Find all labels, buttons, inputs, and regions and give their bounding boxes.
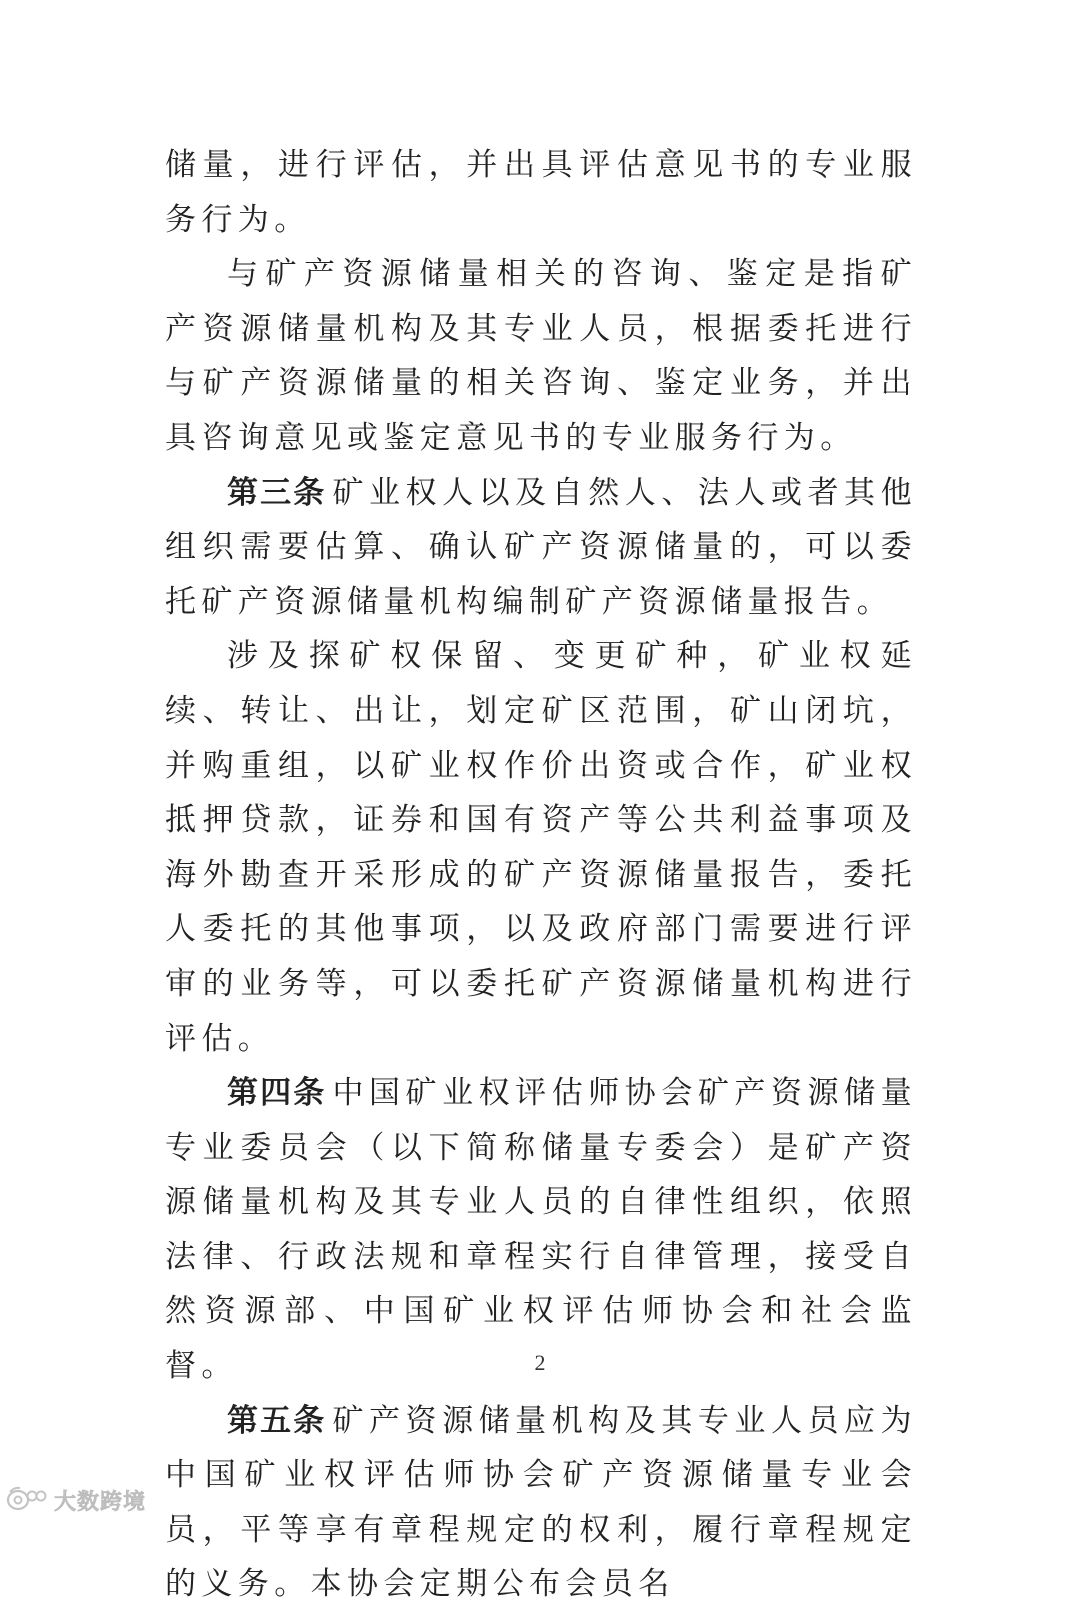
- document-body: [165, 138, 917, 1612]
- watermark-text: 大数跨境: [54, 1490, 147, 1515]
- weibo-eye-logo-icon: [6, 1486, 48, 1516]
- paragraph-2-text: 与矿产资源储量相关的咨询、鉴定是指矿产资源储量机构及其专业人员，根据委托进行与矿产资源储量的相关咨询、鉴定业务，并出具咨询意见或鉴定意见书的专业服务行为。: [165, 256, 917, 456]
- article-3: [165, 466, 917, 630]
- article-5-heading: 第五条: [227, 1402, 327, 1439]
- paragraph-4: [165, 629, 917, 1066]
- article-3-heading: 第三条: [227, 474, 327, 511]
- page-number: 2: [534, 1350, 546, 1375]
- paragraph-1-text: 储量，进行评估，并出具评估意见书的专业服务行为。: [165, 147, 917, 238]
- paragraph-1: [165, 138, 917, 247]
- watermark: [6, 1485, 146, 1516]
- article-4-text: 中国矿业权评估师协会矿产资源储量专业委员会（以下简称储量专委会）是矿产资源储量机构及其专业人员的自律性组织，依照法律、行政法规和章程实行自律管理，接受自然资源部、中国矿业权评估师协会和社会监督。: [165, 1075, 917, 1385]
- article-4: [165, 1066, 917, 1394]
- article-5-text: 矿产资源储量机构及其专业人员应为中国矿业权评估师协会矿产资源储量专业会员，平等享有章程规定的权利，履行章程规定的义务。本协会定期公布会员名: [165, 1402, 917, 1603]
- article-5: [165, 1394, 917, 1612]
- article-4-heading: 第四条: [227, 1075, 327, 1112]
- article-3-text: 矿业权人以及自然人、法人或者其他组织需要估算、确认矿产资源储量的，可以委托矿产资源储量机构编制矿产资源储量报告。: [165, 474, 917, 620]
- paragraph-4-text: 涉及探矿权保留、变更矿种，矿业权延续、转让、出让，划定矿区范围，矿山闭坑，并购重组，以矿业权作价出资或合作，矿业权抵押贷款，证券和国有资产等公共利益事项及海外勘查开采形成的矿产资源储量报告，委托人委托的其他事项，以及政府部门需要进行评审的业务等，可以委托矿产资源储量机构进行评估。: [165, 638, 917, 1057]
- paragraph-2: [165, 247, 917, 465]
